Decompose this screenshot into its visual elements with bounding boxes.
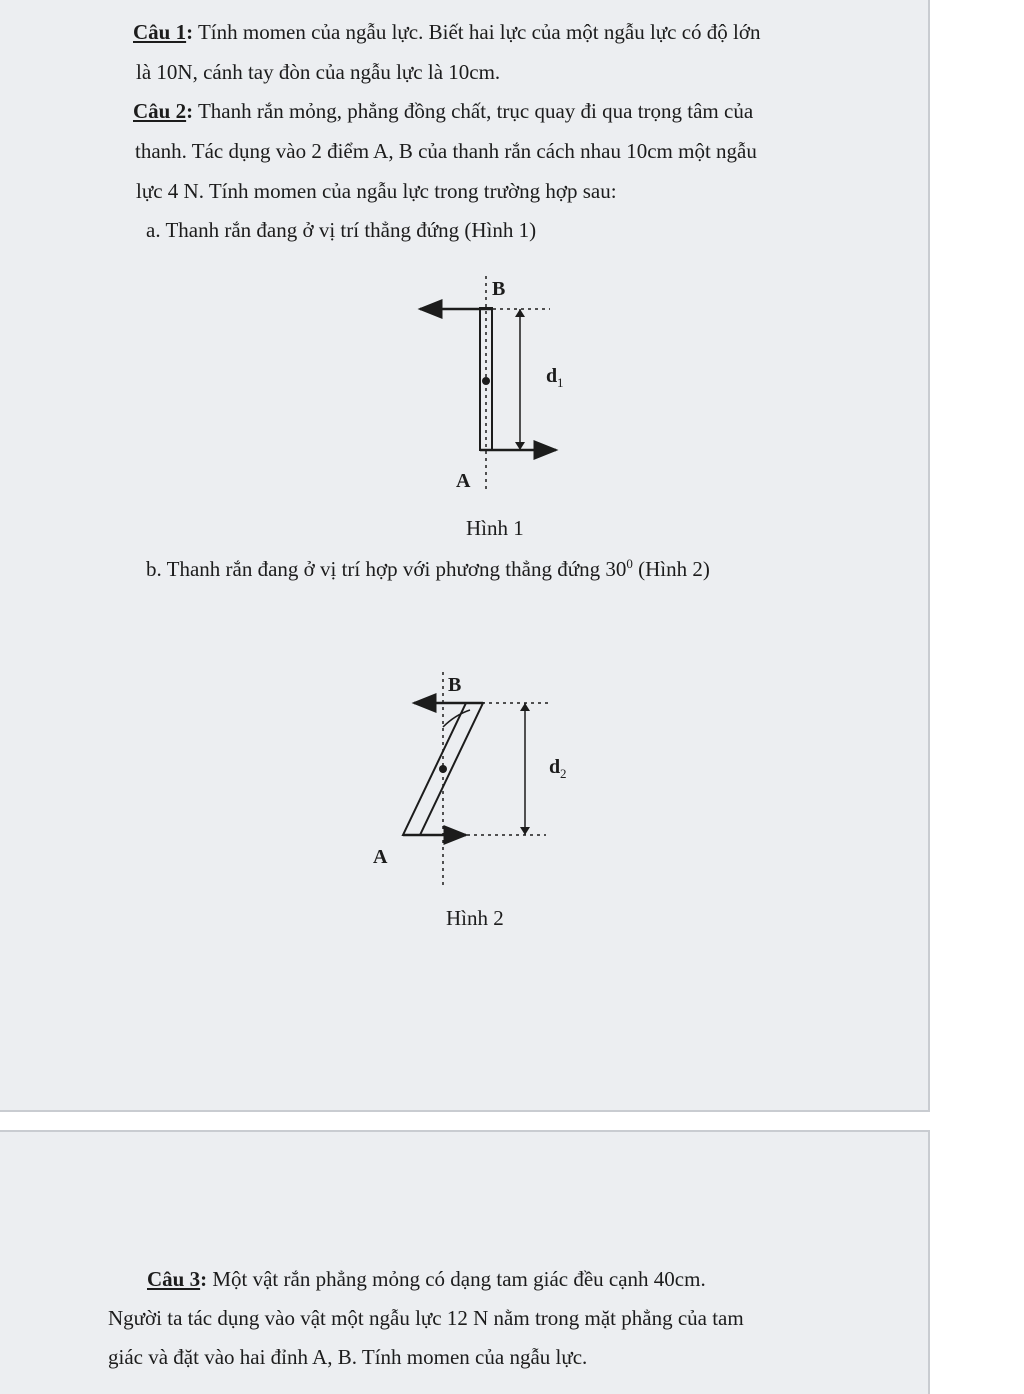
question-1-line-2: là 10N, cánh tay đòn của ngẫu lực là 10cm. bbox=[136, 60, 501, 84]
question-2-line-3: lực 4 N. Tính momen của ngẫu lực trong trường hợp sau: bbox=[136, 179, 617, 203]
question-3-line-2: Người ta tác dụng vào vật một ngẫu lực 12 N nằm trong mặt phẳng của tam bbox=[108, 1306, 744, 1330]
figure-2-center-point bbox=[439, 765, 447, 773]
question-2-text: Thanh rắn mỏng, phẳng đồng chất, trục quay đi qua trọng tâm của bbox=[193, 99, 754, 123]
question-1-text: Tính momen của ngẫu lực. Biết hai lực của một ngẫu lực có độ lớn bbox=[193, 20, 761, 44]
question-3-label: Câu 3 bbox=[147, 1267, 201, 1291]
document-page-2 bbox=[0, 1130, 930, 1394]
figure-1-label-a: A bbox=[456, 470, 471, 492]
figure-1-label-d-sub: 1 bbox=[557, 375, 564, 390]
figure-1-label-b: B bbox=[492, 278, 506, 300]
question-3-text: Một vật rắn phẳng mỏng có dạng tam giác đều cạnh 40cm. bbox=[207, 1267, 706, 1291]
question-1-line-1: Câu 1: Tính momen của ngẫu lực. Biết hai lực của một ngẫu lực có độ lớn bbox=[133, 20, 761, 44]
figure-2-label-d: d bbox=[549, 756, 561, 778]
question-1-label: Câu 1 bbox=[133, 20, 187, 44]
figure-2-label-a: A bbox=[373, 846, 388, 868]
question-2-line-2: thanh. Tác dụng vào 2 điểm A, B của thanh rắn cách nhau 10cm một ngẫu bbox=[135, 139, 757, 163]
figure-2-label-b: B bbox=[448, 674, 462, 696]
question-2-part-a: a. Thanh rắn đang ở vị trí thẳng đứng (Hình 1) bbox=[146, 218, 537, 242]
question-2-label: Câu 2 bbox=[133, 99, 187, 123]
question-3-line-3: giác và đặt vào hai đỉnh A, B. Tính momen của ngẫu lực. bbox=[108, 1345, 588, 1369]
figure-1-caption: Hình 1 bbox=[466, 516, 524, 540]
question-2-part-b: b. Thanh rắn đang ở vị trí hợp với phương thẳng đứng $30^0$ (Hình 2) bbox=[146, 556, 710, 581]
figure-2-distance-arrow-top bbox=[520, 703, 530, 711]
question-3-line-1: Câu 3: Một vật rắn phẳng mỏng có dạng tam giác đều cạnh 40cm. bbox=[147, 1267, 706, 1291]
figure-1-label-d: d bbox=[546, 365, 558, 387]
figure-2-caption: Hình 2 bbox=[446, 906, 504, 930]
question-2-line-1: Câu 2: Thanh rắn mỏng, phẳng đồng chất, trục quay đi qua trọng tâm của bbox=[133, 99, 754, 123]
figure-2-label-d-sub: 2 bbox=[560, 766, 567, 781]
figure-2-distance-arrow-bottom bbox=[520, 827, 530, 835]
